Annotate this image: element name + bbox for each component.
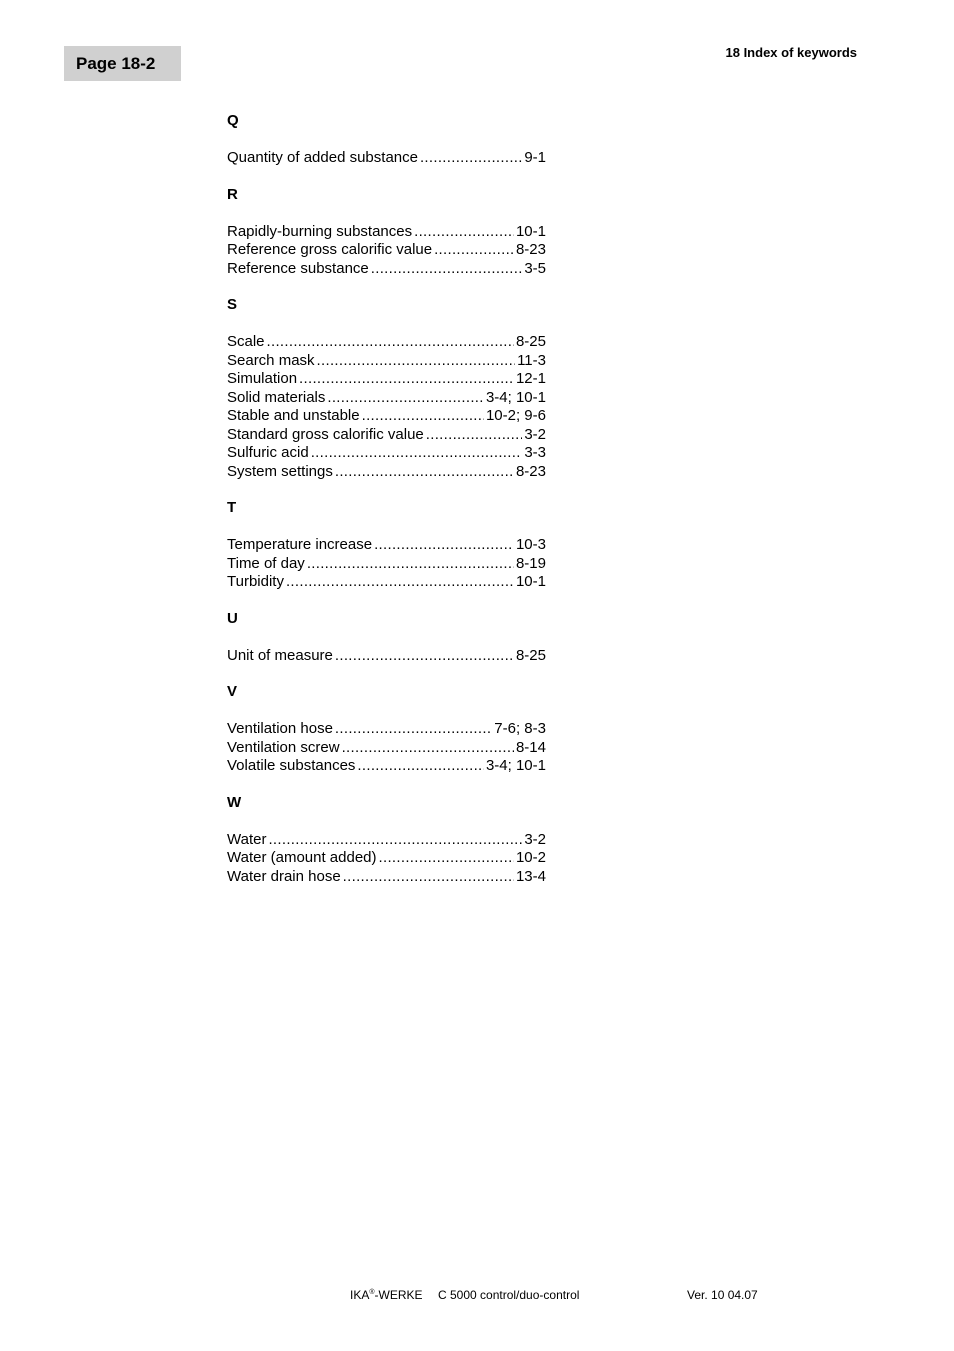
index-entry: [227, 463, 546, 482]
dot-leader: [267, 333, 514, 352]
dot-leader: [342, 739, 514, 758]
index-entry: [227, 849, 546, 868]
index-entry: [227, 868, 546, 887]
index-entry: [227, 370, 546, 389]
index-entry: [227, 757, 546, 776]
index-entry: [227, 149, 546, 168]
index-page-ref: 10-2: [515, 849, 546, 866]
dot-leader: [311, 444, 523, 463]
index-entry: [227, 647, 546, 666]
dot-leader: [357, 757, 484, 776]
dot-leader: [327, 389, 484, 408]
index-entry: [227, 223, 546, 242]
index-letter-heading: Q: [227, 112, 239, 129]
index-page-ref: 13-4: [515, 867, 546, 885]
index-page-ref: 10-2; 9-6: [485, 407, 546, 424]
index-page-ref: 8-25: [515, 646, 546, 664]
index-entry: [227, 426, 546, 445]
index-page-ref: 3-4; 10-1: [485, 757, 546, 774]
page-number-label: Page 18-2: [76, 54, 156, 73]
dot-leader: [362, 407, 484, 426]
index-entry: [227, 831, 546, 850]
index-section-w: [227, 794, 546, 887]
dot-leader: [371, 260, 523, 279]
page-number-tab: [64, 46, 181, 81]
index-term: Temperature increase: [227, 536, 373, 553]
index-letter-heading: T: [227, 499, 237, 516]
dot-leader: [268, 831, 522, 850]
index-letter-heading: V: [227, 683, 238, 700]
index-page-ref: 8-23: [515, 241, 546, 258]
index-term: Water drain hose: [227, 867, 341, 885]
index-section-t: [227, 499, 546, 592]
index-term: Standard gross calorific value: [227, 425, 424, 443]
index-term: System settings: [227, 462, 333, 480]
index-term: Ventilation hose: [227, 720, 333, 737]
chapter-title: 18 Index of keywords: [725, 45, 857, 60]
index-term: Quantity of added substance: [227, 149, 418, 166]
footer-brand-prefix: IKA: [350, 1288, 370, 1302]
footer-version: Ver. 10 04.07: [687, 1288, 758, 1302]
index-entry: [227, 407, 546, 426]
index-term: Simulation: [227, 370, 298, 387]
registered-mark: ®: [369, 1289, 375, 1296]
dot-leader: [379, 849, 514, 868]
dot-leader: [335, 647, 514, 666]
index-page-ref: 11-3: [517, 351, 546, 369]
index-page-ref: 3-3: [524, 444, 546, 461]
footer-brand-suffix: -WERKE: [374, 1288, 423, 1302]
dot-leader: [374, 536, 514, 555]
index-term: Water: [227, 830, 267, 848]
index-term: Reference substance: [227, 259, 369, 277]
index-letter-heading: R: [227, 185, 238, 203]
dot-leader: [299, 370, 514, 389]
index-term: Ventilation screw: [227, 738, 340, 756]
index-letter-heading: S: [227, 296, 238, 313]
index-page-ref: 10-1: [515, 573, 546, 590]
index-page-ref: 8-25: [515, 333, 546, 350]
index-entry: [227, 260, 546, 279]
dot-leader: [286, 573, 514, 592]
dot-leader: [335, 720, 492, 739]
dot-leader: [420, 149, 522, 168]
index-entry: [227, 241, 546, 260]
index-term: Unit of measure: [227, 646, 333, 664]
index-entry: [227, 720, 546, 739]
index-section-q: [227, 112, 546, 168]
dot-leader: [434, 241, 514, 260]
index-page-ref: 10-3: [515, 536, 546, 553]
index-page-ref: 8-19: [515, 554, 546, 572]
index-section-r: [227, 186, 546, 279]
dot-leader: [317, 352, 516, 371]
index-term: Sulfuric acid: [227, 444, 309, 461]
footer-model: C 5000 control/duo-control: [438, 1288, 580, 1302]
index-term: Search mask: [227, 351, 315, 369]
index-page-ref: 10-1: [515, 222, 546, 240]
index-section-u: [227, 610, 546, 666]
index-page-ref: 8-14: [515, 738, 546, 756]
index-entry: [227, 536, 546, 555]
dot-leader: [307, 555, 514, 574]
index-term: Rapidly-burning substances: [227, 222, 413, 240]
index-term: Stable and unstable: [227, 407, 360, 424]
dot-leader: [343, 868, 514, 887]
index-term: Time of day: [227, 554, 305, 572]
index-page-ref: 3-5: [524, 259, 546, 277]
index-letter-heading: W: [227, 793, 242, 811]
index-entry: [227, 352, 546, 371]
index-entry: [227, 555, 546, 574]
index-entry: [227, 739, 546, 758]
index-page-ref: 8-23: [515, 462, 546, 480]
footer-brand: [350, 1288, 423, 1302]
index-page-ref: 12-1: [515, 370, 546, 387]
dot-leader: [414, 223, 514, 242]
dot-leader: [335, 463, 514, 482]
index-term: Reference gross calorific value: [227, 241, 433, 258]
index-entry: [227, 573, 546, 592]
index-entry: [227, 333, 546, 352]
keyword-index: [227, 112, 546, 904]
index-page-ref: 3-2: [524, 425, 546, 443]
index-term: Volatile substances: [227, 757, 356, 774]
index-entry: [227, 444, 546, 463]
index-page-ref: 7-6; 8-3: [494, 720, 546, 737]
index-term: Turbidity: [227, 573, 284, 590]
index-section-v: [227, 683, 546, 776]
index-page-ref: 3-4; 10-1: [485, 388, 546, 406]
index-term: Water (amount added): [227, 849, 377, 866]
index-letter-heading: U: [227, 609, 238, 627]
index-term: Solid materials: [227, 388, 326, 406]
index-page-ref: 9-1: [524, 149, 546, 166]
index-entry: [227, 389, 546, 408]
dot-leader: [426, 426, 523, 445]
index-term: Scale: [227, 333, 265, 350]
index-page-ref: 3-2: [524, 830, 546, 848]
index-section-s: [227, 296, 546, 481]
